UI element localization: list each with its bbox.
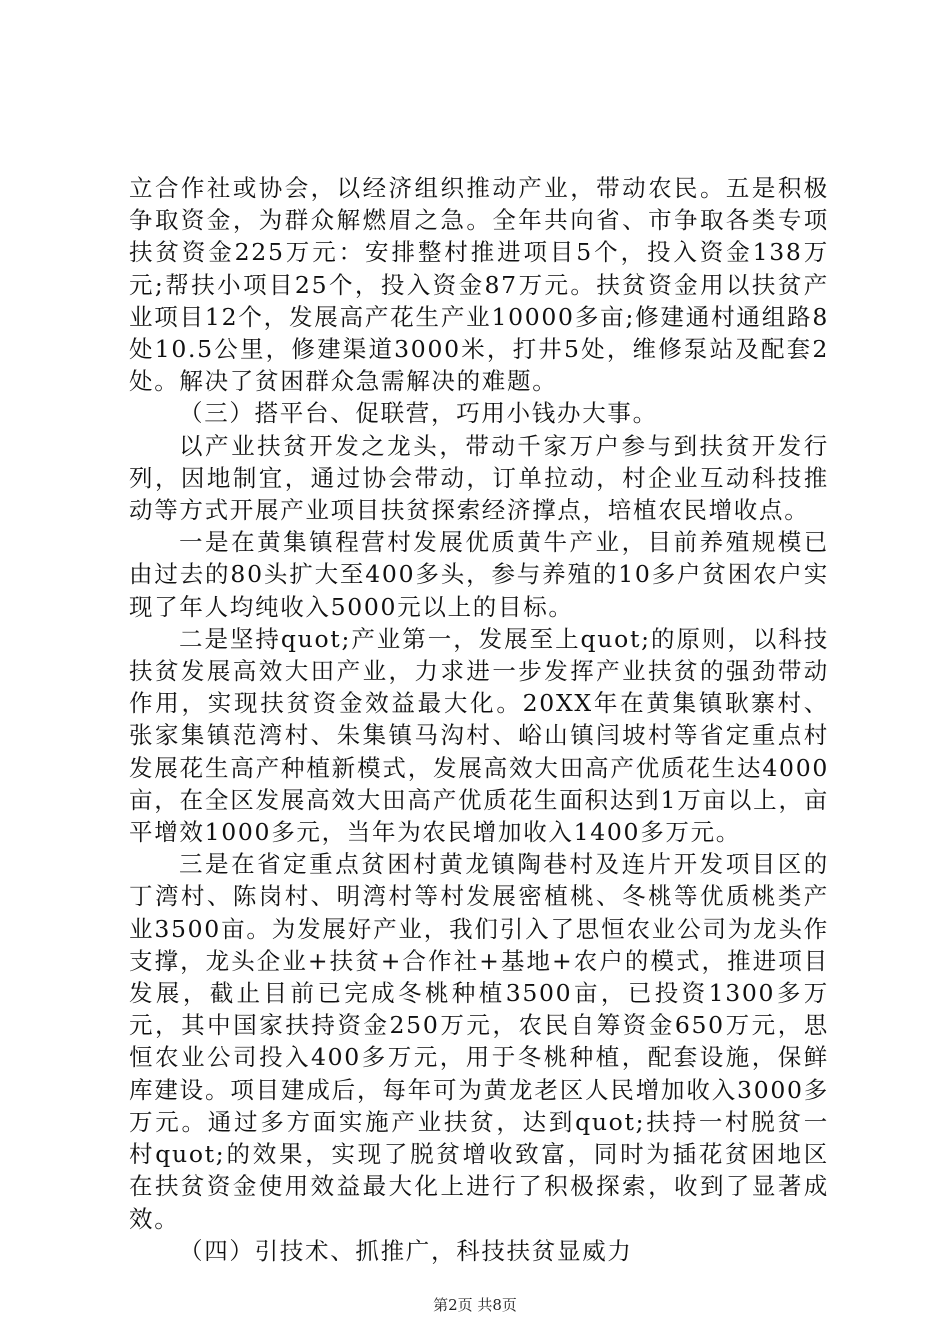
paragraph-4: 二是坚持quot;产业第一，发展至上quot;的原则，以科技扶贫发展高效大田产业，力求进一步发挥产业扶贫的强劲带动作用，实现扶贫资金效益最大化。20XX年在黄集镇耿寨村、张家集镇范湾村、朱集镇马沟村、峪山镇闫坡村等省定重点村发展花生高产种植新模式，发展高效大田高产优质花生达4000亩，在全区发展高效大田高产优质花生面积达到1万亩以上，亩平增效1000多元，当年为农民增加收入1400多万元。 — [129, 624, 829, 847]
document-body — [129, 172, 829, 1267]
paragraph-5: 三是在省定重点贫困村黄龙镇陶巷村及连片开发项目区的丁湾村、陈岗村、明湾村等村发展密植桃、冬桃等优质桃类产业3500亩。为发展好产业，我们引入了思恒农业公司为龙头作支撑，龙头企业+扶贫+合作社+基地+农户的模式，推进项目发展，截止目前已完成冬桃种植3500亩，已投资1300多万元，其中国家扶持资金250万元，农民自筹资金650万元，思恒农业公司投入400多万元，用于冬桃种植，配套设施，保鲜库建设。项目建成后，每年可为黄龙老区人民增加收入3000多万元。通过多方面实施产业扶贫，达到quot;扶持一村脱贫一村quot;的效果，实现了脱贫增收致富，同时为插花贫困地区在扶贫资金使用效益最大化上进行了积极探索，收到了显著成效。 — [129, 850, 829, 1233]
paragraph-1: 立合作社或协会，以经济组织推动产业，带动农民。五是积极争取资金，为群众解燃眉之急。全年共向省、市争取各类专项扶贫资金225万元：安排整村推进项目5个，投入资金138万元;帮扶小项目25个，投入资金87万元。扶贫资金用以扶贫产业项目12个，发展高产花生产业10000多亩;修建通村通组路8处10.5公里，修建渠道3000米，打井5处，维修泵站及配套2处。解决了贫困群众急需解决的难题。 — [129, 174, 829, 396]
page-footer: 第2页 共8页 — [433, 1296, 517, 1314]
section-heading-3: （三）搭平台、促联营，巧用小钱办大事。 — [179, 399, 658, 428]
paragraph-2: 以产业扶贫开发之龙头，带动千家万户参与到扶贫开发行列，因地制宜，通过协会带动，订单拉动，村企业互动科技推动等方式开展产业项目扶贫探索经济撑点，培植农民增收点。 — [129, 431, 829, 525]
section-heading-4: （四）引技术、抓推广，科技扶贫显威力 — [179, 1236, 633, 1265]
paragraph-3: 一是在黄集镇程营村发展优质黄牛产业，目前养殖规模已由过去的80头扩大至400多头，参与养殖的10多户贫困农户实现了年人均纯收入5000元以上的目标。 — [129, 528, 829, 621]
